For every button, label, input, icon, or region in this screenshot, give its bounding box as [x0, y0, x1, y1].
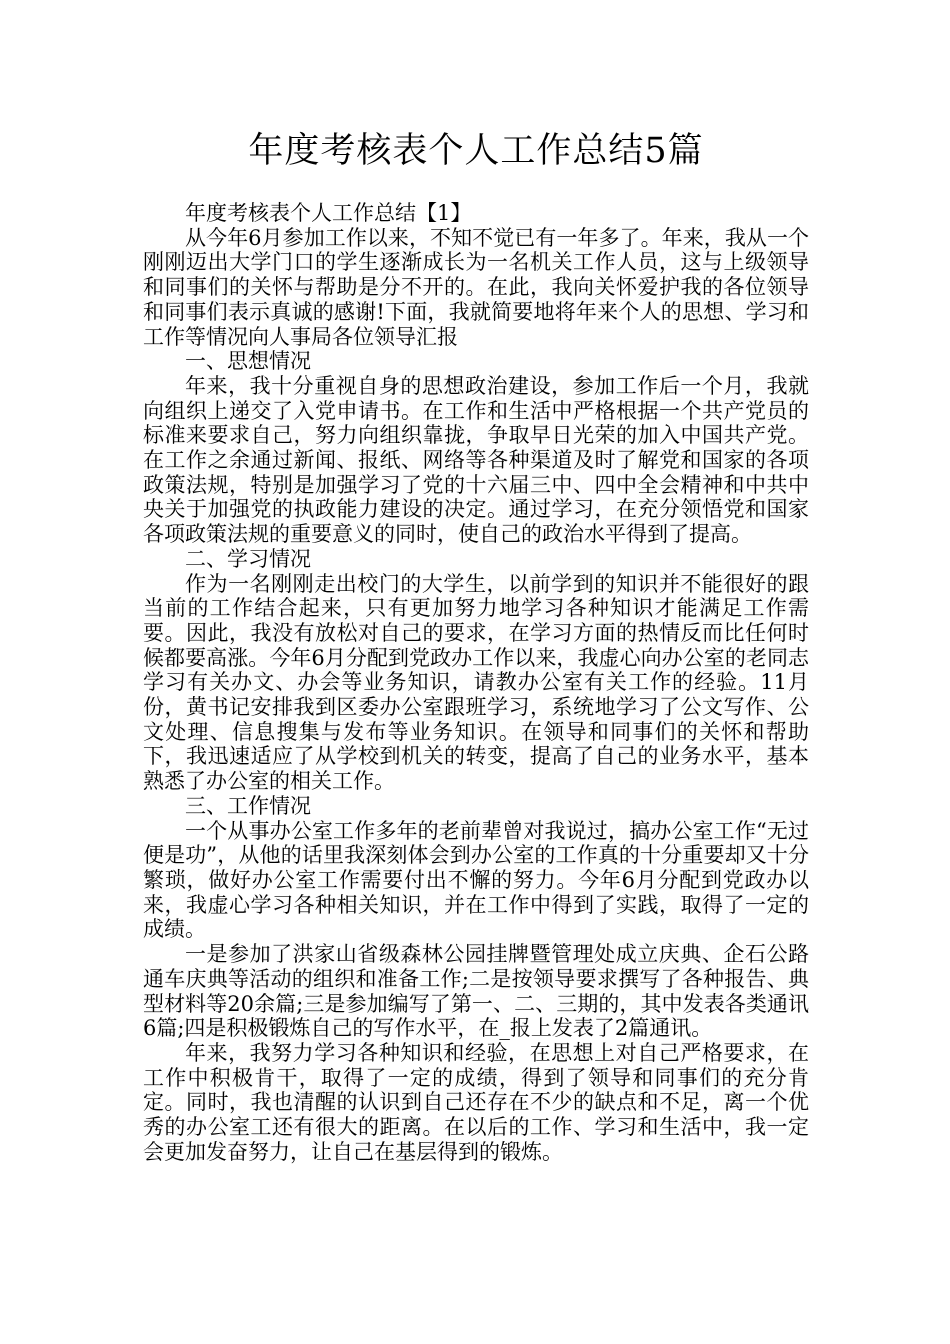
heading-study: 二、学习情况 — [185, 546, 311, 571]
document-body — [143, 201, 809, 1164]
heading-thought: 一、思想情况 — [185, 349, 311, 374]
paragraph-study: 作为一名刚刚走出校门的大学生，以前学到的知识并不能很好的跟当前的工作结合起来，只有更加努力地学习各种知识才能满足工作需要。因此，我没有放松对自己的要求，在学习方面的热情反而比任何时候都要高涨。今年6月分配到党政办工作以来，我虚心向办公室的老同志学习有关办文、办会等业务知识，请教办公室有关工作的经验。11月份，黄书记安排我到区委办公室跟班学习，系统地学习了公文写作、公文处理、信息搜集与发布等业务知识。在领导和同事们的关怀和帮助下，我迅速适应了从学校到机关的转变，提高了自己的业务水平，基本熟悉了办公室的相关工作。 — [143, 571, 809, 794]
paragraph-conclusion: 年来，我努力学习各种知识和经验，在思想上对自己严格要求，在工作中积极肯干，取得了一定的成绩，得到了领导和同事们的充分肯定。同时，我也清醒的认识到自己还存在不少的缺点和不足，离一个优秀的办公室工还有很大的距离。在以后的工作、学习和生活中，我一定会更加发奋努力，让自己在基层得到的锻炼。 — [143, 1040, 809, 1164]
document-title: 年度考核表个人工作总结5篇 — [248, 131, 704, 171]
paragraph-work: 一个从事办公室工作多年的老前辈曾对我说过，搞办公室工作“无过便是功”，从他的话里我深刻体会到办公室的工作真的十分重要却又十分繁琐，做好办公室工作需要付出不懈的努力。今年6月分配到党政办以来，我虚心学习各种相关知识，并在工作中得到了实践，取得了一定的成绩。 — [143, 818, 809, 942]
paragraph-section-heading: 年度考核表个人工作总结【1】 — [185, 201, 472, 225]
paragraph-thought: 年来，我十分重视自身的思想政治建设，参加工作后一个月，我就向组织上递交了入党申请书。在工作和生活中严格根据一个共产党员的标准来要求自己，努力向组织靠拢，争取早日光荣的加入中国共产党。在工作之余通过新闻、报纸、网络等各种渠道及时了解党和国家的各项政策法规，特别是加强学习了党的十六届三中、四中全会精神和中共中央关于加强党的执政能力建设的决定。通过学习，在充分领悟党和国家各项政策法规的重要意义的同时，使自己的政治水平得到了提高。 — [143, 373, 809, 547]
heading-work: 三、工作情况 — [185, 793, 311, 818]
paragraph-intro: 从今年6月参加工作以来，不知不觉已有一年多了。年来，我从一个刚刚迈出大学门口的学生逐渐成长为一名机关工作人员，这与上级领导和同事们的关怀与帮助是分不开的。在此，我向关怀爱护我的各位领导和同事们表示真诚的感谢!下面，我就简要地将年来个人的思想、学习和工作等情况向人事局各位领导汇报 — [143, 225, 809, 349]
paragraph-achievements: 一是参加了洪家山省级森林公园挂牌暨管理处成立庆典、企石公路通车庆典等活动的组织和准备工作;二是按领导要求撰写了各种报告、典型材料等20余篇;三是参加编写了第一、二、三期的，其中发表各类通讯6篇;四是积极锻炼自己的写作水平，在_报上发表了2篇通讯。 — [143, 942, 809, 1041]
document-page — [143, 128, 809, 1164]
